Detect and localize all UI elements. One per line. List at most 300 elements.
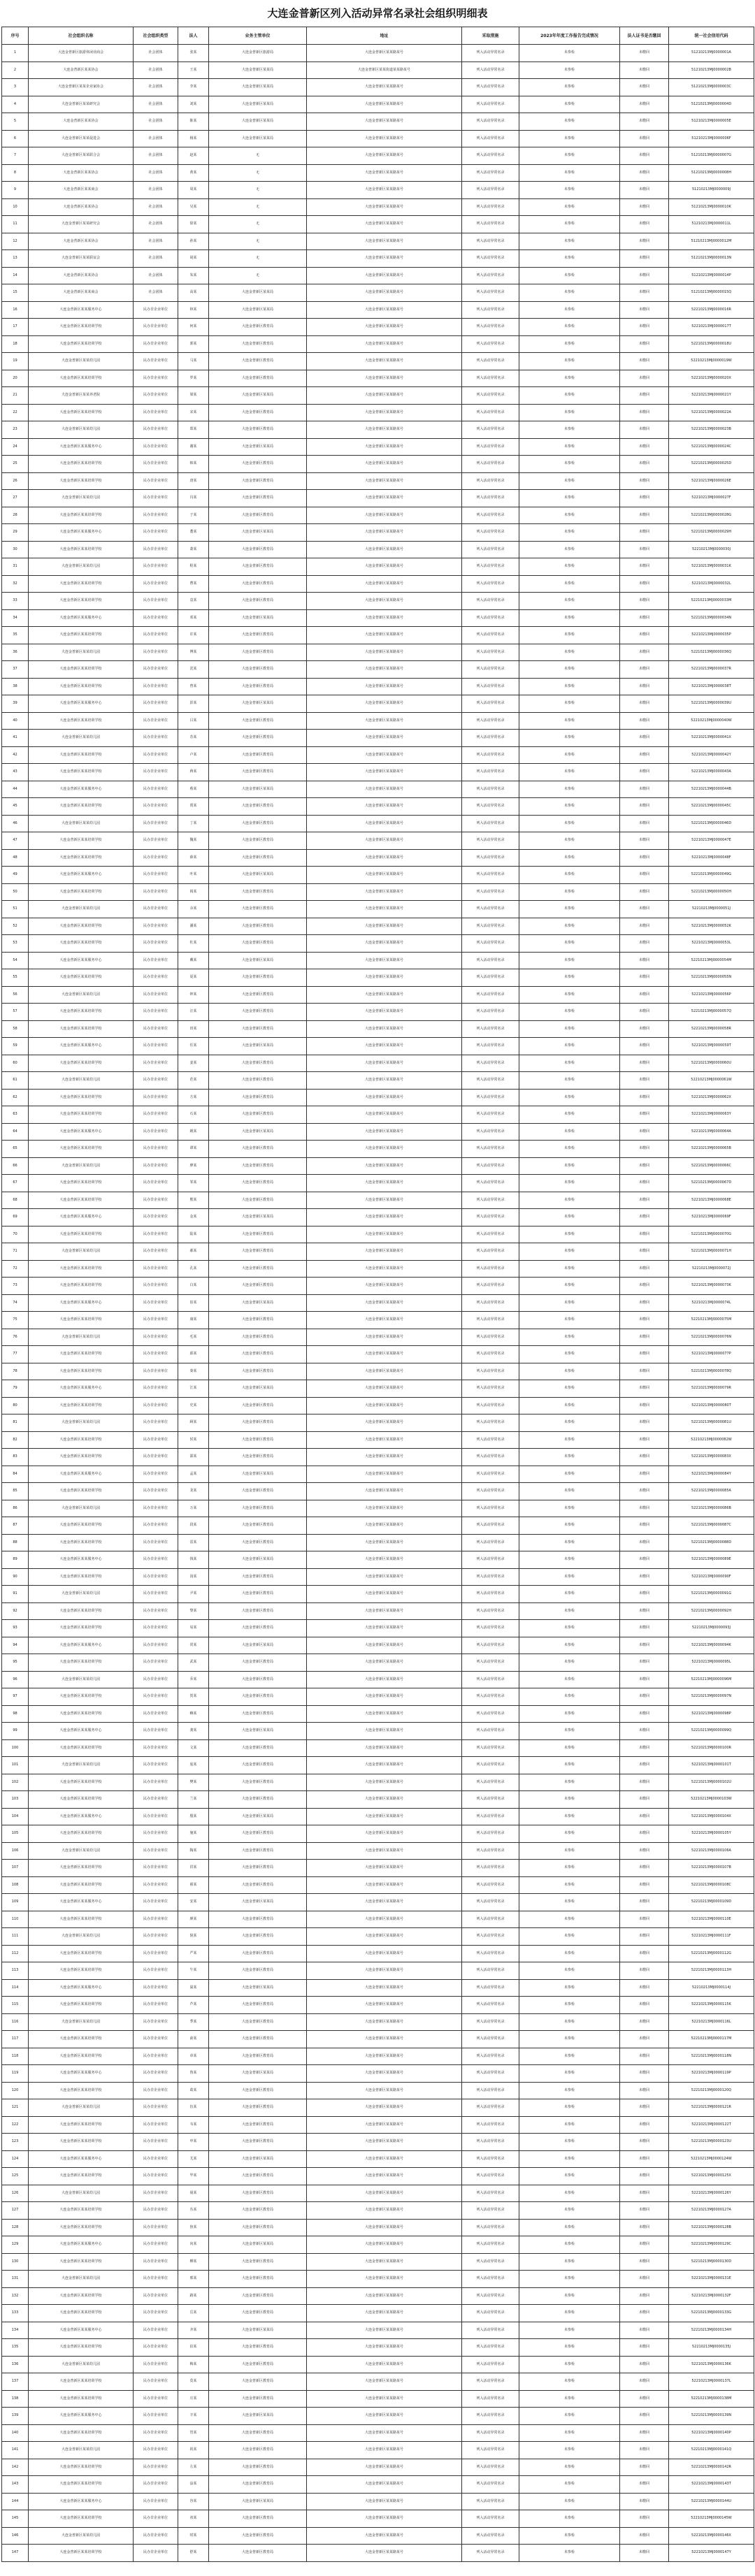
cell-report: 未参检 [519, 558, 620, 576]
cell-dept: 大连金普新区教育局 [209, 901, 307, 918]
cell-person: 张某 [178, 45, 209, 62]
table-row [2, 2390, 754, 2408]
cell-code: 52210213MJ0000147Y [669, 2545, 754, 2562]
cell-report: 未参检 [519, 2271, 620, 2288]
cell-address: 大连金普新区某某路某号 [307, 182, 462, 199]
cell-type: 民办非企业单位 [134, 1825, 178, 1843]
cell-code: 52210213MJ0000131E [669, 2271, 754, 2288]
cell-measure: 列入活动异常名录 [462, 1739, 519, 1757]
cell-type: 民办非企业单位 [134, 1723, 178, 1740]
cell-cert: 未缴回 [620, 2493, 669, 2510]
cell-dept: 大连金普新区教育局 [209, 1602, 307, 1620]
table-row [2, 1363, 754, 1380]
table-row [2, 644, 754, 661]
table-row [2, 1842, 754, 1860]
cell-measure: 列入活动异常名录 [462, 421, 519, 439]
cell-address: 大连金普新区某某路某号 [307, 2134, 462, 2151]
cell-code: 52210213MJ0000128B [669, 2219, 754, 2236]
cell-report: 未参检 [519, 2493, 620, 2510]
cell-address: 大连金普新区某某路某号 [307, 1449, 462, 1466]
cell-type: 民办非企业单位 [134, 2219, 178, 2236]
cell-dept: 无 [209, 267, 307, 284]
cell-address: 大连金普新区某某路某号 [307, 2322, 462, 2339]
cell-code: 52210213MJ0000082W [669, 1431, 754, 1449]
cell-name: 大连金普新区某某培训学校 [29, 575, 134, 593]
cell-no: 115 [2, 1997, 29, 2014]
table-row [2, 1414, 754, 1432]
cell-address: 大连金普新区某某路某号 [307, 1380, 462, 1398]
cell-name: 大连金普新区某某促进会 [29, 130, 134, 147]
cell-person: 柳某 [178, 2253, 209, 2271]
cell-cert: 未缴回 [620, 1842, 669, 1860]
cell-cert: 未缴回 [620, 2168, 669, 2185]
cell-name: 大连金普新区某某服务中心 [29, 438, 134, 456]
cell-dept: 大连金普新区教育局 [209, 2134, 307, 2151]
cell-name: 大连金普新区某某培训学校 [29, 2339, 134, 2357]
cell-address: 大连金普新区某某路某号 [307, 284, 462, 302]
cell-code: 52210213MJ0000113H [669, 1962, 754, 1980]
cell-dept: 大连金普新区教育局 [209, 2048, 307, 2065]
cell-cert: 未缴回 [620, 1209, 669, 1227]
cell-measure: 列入活动异常名录 [462, 113, 519, 131]
cell-dept: 大连金普新区某某局 [209, 2322, 307, 2339]
cell-no: 132 [2, 2287, 29, 2305]
cell-person: 潘某 [178, 918, 209, 935]
cell-code: 52210213MJ0000127A [669, 2202, 754, 2220]
cell-report: 未参检 [519, 1038, 620, 1055]
cell-report: 未参检 [519, 781, 620, 798]
cell-person: 罗某 [178, 370, 209, 387]
cell-type: 民办非企业单位 [134, 1979, 178, 1997]
cell-address: 大连金普新区某某路某号 [307, 1517, 462, 1535]
cell-cert: 未缴回 [620, 1346, 669, 1363]
table-row [2, 1825, 754, 1843]
cell-type: 民办非企业单位 [134, 541, 178, 558]
cell-dept: 大连金普新区教育局 [209, 2202, 307, 2220]
cell-cert: 未缴回 [620, 575, 669, 593]
cell-measure: 列入活动异常名录 [462, 79, 519, 96]
cell-measure: 列入活动异常名录 [462, 1243, 519, 1261]
cell-person: 伍某 [178, 2099, 209, 2117]
cell-type: 民办非企业单位 [134, 2253, 178, 2271]
table-row [2, 2510, 754, 2528]
cell-person: 钱某 [178, 1551, 209, 1569]
cell-type: 民办非企业单位 [134, 1294, 178, 1312]
cell-person: 贺某 [178, 1688, 209, 1706]
cell-measure: 列入活动异常名录 [462, 2510, 519, 2528]
cell-name: 大连金普新区某某培训学校 [29, 456, 134, 473]
cell-name: 大连金普新区某某培训学校 [29, 1449, 134, 1466]
cell-name: 大连金普新区某某服务中心 [29, 2150, 134, 2168]
cell-no: 56 [2, 986, 29, 1004]
cell-dept: 大连金普新区某某局 [209, 1466, 307, 1483]
cell-address: 大连金普新区某某路某号 [307, 319, 462, 336]
cell-person: 孟某 [178, 1466, 209, 1483]
cell-no: 97 [2, 1688, 29, 1706]
cell-no: 91 [2, 1586, 29, 1603]
cell-code: 52210213MJ0000091G [669, 1586, 754, 1603]
cell-code: 52210213MJ0000106A [669, 1842, 754, 1860]
cell-type: 民办非企业单位 [134, 1842, 178, 1860]
table-row [2, 1620, 754, 1637]
cell-code: 52210213MJ0000069F [669, 1209, 754, 1227]
cell-name: 大连金普新区某某幼儿园 [29, 901, 134, 918]
cell-address: 大连金普新区某某路某号 [307, 2065, 462, 2083]
cell-type: 民办非企业单位 [134, 695, 178, 713]
cell-measure: 列入活动异常名录 [462, 1141, 519, 1158]
cell-name: 大连金普新区某某服务中心 [29, 2236, 134, 2254]
cell-no: 136 [2, 2356, 29, 2373]
cell-code: 51210213MJ0000015Q [669, 284, 754, 302]
cell-cert: 未缴回 [620, 1226, 669, 1243]
cell-person: 郭某 [178, 335, 209, 353]
cell-dept: 大连金普新区教育局 [209, 1431, 307, 1449]
cell-measure: 列入活动异常名录 [462, 1654, 519, 1672]
cell-person: 吴某 [178, 198, 209, 216]
cell-report: 未参检 [519, 2356, 620, 2373]
table-row [2, 387, 754, 405]
cell-address: 大连金普新区某某路某号 [307, 370, 462, 387]
cell-address: 大连金普新区某某路某号 [307, 730, 462, 747]
cell-type: 民办非企业单位 [134, 353, 178, 370]
cell-code: 51210213MJ0000008H [669, 164, 754, 182]
cell-type: 民办非企业单位 [134, 575, 178, 593]
cell-code: 52210213MJ0000051J [669, 901, 754, 918]
cell-type: 民办非企业单位 [134, 1911, 178, 1928]
cell-cert: 未缴回 [620, 456, 669, 473]
cell-cert: 未缴回 [620, 2459, 669, 2476]
cell-measure: 列入活动异常名录 [462, 1860, 519, 1877]
cell-name: 大连金普新区某某培训学校 [29, 541, 134, 558]
cell-report: 未参检 [519, 1876, 620, 1894]
cell-report: 未参检 [519, 2134, 620, 2151]
cell-dept: 大连金普新区某某局 [209, 130, 307, 147]
cell-person: 沿某 [178, 2339, 209, 2357]
cell-no: 114 [2, 1979, 29, 1997]
cell-address: 大连金普新区某某路某号 [307, 969, 462, 987]
cell-measure: 列入活动异常名录 [462, 867, 519, 884]
table-row [2, 2373, 754, 2391]
cell-dept: 大连金普新区教育局 [209, 1449, 307, 1466]
cell-code: 52210213MJ0000097N [669, 1688, 754, 1706]
cell-person: 梅某 [178, 2356, 209, 2373]
cell-cert: 未缴回 [620, 1620, 669, 1637]
cell-name: 大连金普新区某某培训学校 [29, 319, 134, 336]
cell-report: 未参检 [519, 164, 620, 182]
table-row [2, 2099, 754, 2117]
table-row [2, 2339, 754, 2357]
cell-cert: 未缴回 [620, 1294, 669, 1312]
cell-report: 未参检 [519, 764, 620, 781]
table-row [2, 849, 754, 867]
cell-name: 大连金普新区某某协会 [29, 267, 134, 284]
cell-dept: 大连金普新区教育局 [209, 353, 307, 370]
cell-report: 未参检 [519, 370, 620, 387]
header-no: 序号 [2, 27, 29, 45]
cell-code: 52210213MJ0000102U [669, 1774, 754, 1791]
cell-dept: 大连金普新区教育局 [209, 2442, 307, 2459]
cell-cert: 未缴回 [620, 2082, 669, 2099]
cell-address: 大连金普新区某某路某号 [307, 1346, 462, 1363]
cell-report: 未参检 [519, 918, 620, 935]
cell-measure: 列入活动异常名录 [462, 1945, 519, 1962]
cell-address: 大连金普新区某某路某号 [307, 1175, 462, 1192]
cell-type: 社会团体 [134, 233, 178, 250]
cell-type: 社会团体 [134, 198, 178, 216]
cell-type: 民办非企业单位 [134, 319, 178, 336]
cell-code: 52210213MJ0000075M [669, 1312, 754, 1329]
cell-no: 102 [2, 1774, 29, 1791]
cell-name: 大连金普新区某某培训学校 [29, 507, 134, 524]
table-row [2, 113, 754, 131]
cell-type: 民办非企业单位 [134, 1945, 178, 1962]
cell-no: 31 [2, 558, 29, 576]
cell-code: 52210213MJ0000057Q [669, 1004, 754, 1021]
cell-code: 52210213MJ0000034N [669, 609, 754, 627]
cell-person: 邢某 [178, 2271, 209, 2288]
cell-no: 105 [2, 1825, 29, 1843]
cell-report: 未参检 [519, 1346, 620, 1363]
table-header-row [2, 27, 754, 45]
cell-type: 民办非企业单位 [134, 1363, 178, 1380]
cell-cert: 未缴回 [620, 2065, 669, 2083]
cell-dept: 无 [209, 198, 307, 216]
cell-name: 大连金普新区某某培训学校 [29, 335, 134, 353]
cell-cert: 未缴回 [620, 2013, 669, 2031]
cell-name: 大连金普新区某某养老院 [29, 387, 134, 405]
cell-no: 49 [2, 867, 29, 884]
cell-measure: 列入活动异常名录 [462, 1055, 519, 1072]
cell-person: 朱某 [178, 267, 209, 284]
cell-address: 大连金普新区某某路某号 [307, 1020, 462, 1038]
cell-type: 民办非企业单位 [134, 2048, 178, 2065]
cell-address: 大连金普新区某某路某号 [307, 2168, 462, 2185]
table-row [2, 1894, 754, 1911]
cell-name: 大连金普新区某某服务中心 [29, 1380, 134, 1398]
cell-cert: 未缴回 [620, 867, 669, 884]
cell-name: 大连金普新区某某培训学校 [29, 1175, 134, 1192]
cell-cert: 未缴回 [620, 1671, 669, 1688]
cell-no: 96 [2, 1671, 29, 1688]
cell-person: 萧某 [178, 541, 209, 558]
cell-no: 139 [2, 2408, 29, 2425]
cell-address: 大连金普新区某某路某号 [307, 1723, 462, 1740]
cell-name: 大连金普新区某某培训学校 [29, 1517, 134, 1535]
cell-dept: 大连金普新区某某局 [209, 61, 307, 79]
cell-measure: 列入活动异常名录 [462, 1568, 519, 1586]
cell-dept: 大连金普新区教育局 [209, 2305, 307, 2322]
cell-cert: 未缴回 [620, 1517, 669, 1535]
cell-type: 民办非企业单位 [134, 1089, 178, 1106]
table-row [2, 1483, 754, 1500]
cell-cert: 未缴回 [620, 1106, 669, 1124]
cell-person: 莫某 [178, 2373, 209, 2391]
cell-address: 大连金普新区某某路某号 [307, 1620, 462, 1637]
cell-report: 未参检 [519, 849, 620, 867]
cell-no: 145 [2, 2510, 29, 2528]
cell-dept: 大连金普新区教育局 [209, 1260, 307, 1278]
cell-cert: 未缴回 [620, 1414, 669, 1432]
cell-measure: 列入活动异常名录 [462, 1380, 519, 1398]
table-row [2, 1346, 754, 1363]
cell-measure: 列入活动异常名录 [462, 1004, 519, 1021]
cell-type: 民办非企业单位 [134, 1808, 178, 1825]
cell-name: 大连金普新区某某协会 [29, 164, 134, 182]
cell-address: 大连金普新区某某路某号 [307, 781, 462, 798]
cell-type: 民办非企业单位 [134, 2373, 178, 2391]
cell-person: 毛某 [178, 1329, 209, 1346]
cell-code: 52210213MJ0000044B [669, 781, 754, 798]
cell-no: 83 [2, 1449, 29, 1466]
cell-address: 大连金普新区某某路某号 [307, 2356, 462, 2373]
cell-report: 未参检 [519, 1243, 620, 1261]
cell-type: 民办非企业单位 [134, 558, 178, 576]
cell-address: 大连金普新区某某路某号 [307, 1688, 462, 1706]
cell-address: 大连金普新区某某路某号 [307, 421, 462, 439]
table-row [2, 421, 754, 439]
cell-cert: 未缴回 [620, 2134, 669, 2151]
cell-dept: 大连金普新区某某局 [209, 609, 307, 627]
cell-type: 民办非企业单位 [134, 2202, 178, 2220]
cell-cert: 未缴回 [620, 267, 669, 284]
cell-measure: 列入活动异常名录 [462, 1602, 519, 1620]
cell-type: 社会团体 [134, 284, 178, 302]
cell-cert: 未缴回 [620, 130, 669, 147]
cell-name: 大连金普新区某某培训学校 [29, 1602, 134, 1620]
cell-dept: 无 [209, 147, 307, 165]
cell-person: 戴某 [178, 952, 209, 969]
cell-name: 大连金普新区某某培训学校 [29, 1226, 134, 1243]
cell-type: 民办非企业单位 [134, 867, 178, 884]
cell-no: 86 [2, 1500, 29, 1517]
cell-dept: 大连金普新区教育局 [209, 2116, 307, 2134]
cell-report: 未参检 [519, 1449, 620, 1466]
cell-measure: 列入活动异常名录 [462, 1175, 519, 1192]
cell-dept: 大连金普新区教育局 [209, 764, 307, 781]
cell-name: 大连金普新区某某企业家协会 [29, 79, 134, 96]
cell-person: 熊某 [178, 1192, 209, 1209]
cell-measure: 列入活动异常名录 [462, 216, 519, 233]
cell-no: 123 [2, 2134, 29, 2151]
cell-address: 大连金普新区某某路某号 [307, 1397, 462, 1414]
cell-cert: 未缴回 [620, 2185, 669, 2202]
cell-report: 未参检 [519, 1500, 620, 1517]
cell-name: 大连金普新区某某幼儿园 [29, 1329, 134, 1346]
cell-cert: 未缴回 [620, 1808, 669, 1825]
cell-dept: 无 [209, 216, 307, 233]
cell-measure: 列入活动异常名录 [462, 1072, 519, 1090]
cell-measure: 列入活动异常名录 [462, 609, 519, 627]
cell-name: 大连金普新区某某幼儿园 [29, 2356, 134, 2373]
cell-code: 52210213MJ0000118N [669, 2048, 754, 2065]
cell-person: 邵某 [178, 1449, 209, 1466]
cell-cert: 未缴回 [620, 45, 669, 62]
cell-cert: 未缴回 [620, 387, 669, 405]
cell-dept: 大连金普新区教育局 [209, 1688, 307, 1706]
cell-code: 52210213MJ0000041X [669, 730, 754, 747]
cell-cert: 未缴回 [620, 849, 669, 867]
cell-person: 胡某 [178, 250, 209, 268]
cell-cert: 未缴回 [620, 1876, 669, 1894]
cell-dept: 大连金普新区教育局 [209, 593, 307, 610]
cell-type: 民办非企业单位 [134, 1705, 178, 1723]
cell-report: 未参检 [519, 2390, 620, 2408]
cell-address: 大连金普新区某某路某号 [307, 301, 462, 319]
cell-measure: 列入活动异常名录 [462, 2545, 519, 2562]
cell-type: 民办非企业单位 [134, 370, 178, 387]
cell-name: 大连金普新区某某培训学校 [29, 2219, 134, 2236]
cell-address: 大连金普新区某某路某号 [307, 2202, 462, 2220]
cell-person: 陆某 [178, 1226, 209, 1243]
cell-cert: 未缴回 [620, 798, 669, 816]
cell-code: 51210213MJ0000002B [669, 61, 754, 79]
table-row [2, 1141, 754, 1158]
cell-type: 民办非企业单位 [134, 1500, 178, 1517]
cell-name: 大连金普新区某某服务中心 [29, 695, 134, 713]
cell-measure: 列入活动异常名录 [462, 1123, 519, 1141]
cell-name: 大连金普新区某某幼儿园 [29, 644, 134, 661]
cell-no: 7 [2, 147, 29, 165]
cell-code: 52210213MJ0000020X [669, 370, 754, 387]
cell-name: 大连金普新区某某培训学校 [29, 1192, 134, 1209]
cell-person: 时某 [178, 2527, 209, 2545]
cell-no: 47 [2, 832, 29, 850]
cell-code: 52210213MJ0000110E [669, 1911, 754, 1928]
cell-type: 民办非企业单位 [134, 1876, 178, 1894]
cell-address: 大连金普新区某某路某号 [307, 1055, 462, 1072]
cell-cert: 未缴回 [620, 2527, 669, 2545]
cell-cert: 未缴回 [620, 661, 669, 679]
cell-dept: 大连金普新区教育局 [209, 472, 307, 490]
cell-address: 大连金普新区某某路某号 [307, 1928, 462, 1946]
cell-person: 谢某 [178, 438, 209, 456]
cell-person: 黄某 [178, 164, 209, 182]
cell-measure: 列入活动异常名录 [462, 1106, 519, 1124]
cell-name: 大连金普新区某某幼儿园 [29, 2442, 134, 2459]
cell-cert: 未缴回 [620, 1466, 669, 1483]
cell-code: 52210213MJ0000146X [669, 2527, 754, 2545]
cell-name: 大连金普新区某某服务中心 [29, 609, 134, 627]
cell-name: 大连金普新区某某培训学校 [29, 661, 134, 679]
cell-measure: 列入活动异常名录 [462, 1637, 519, 1654]
cell-person: 史某 [178, 1397, 209, 1414]
cell-no: 4 [2, 96, 29, 113]
cell-address: 大连金普新区某某路某号 [307, 1808, 462, 1825]
cell-dept: 大连金普新区教育局 [209, 1414, 307, 1432]
cell-code: 52210213MJ0000081U [669, 1414, 754, 1432]
cell-address: 大连金普新区某某路某号 [307, 1534, 462, 1551]
cell-type: 民办非企业单位 [134, 746, 178, 764]
cell-dept: 大连金普新区教育局 [209, 507, 307, 524]
cell-cert: 未缴回 [620, 918, 669, 935]
cell-report: 未参检 [519, 1602, 620, 1620]
table-row [2, 1876, 754, 1894]
table-row [2, 746, 754, 764]
table-row [2, 883, 754, 901]
cell-no: 17 [2, 319, 29, 336]
cell-dept: 大连金普新区教育局 [209, 1774, 307, 1791]
cell-person: 申某 [178, 2134, 209, 2151]
cell-cert: 未缴回 [620, 1141, 669, 1158]
cell-type: 民办非企业单位 [134, 2082, 178, 2099]
cell-report: 未参检 [519, 524, 620, 542]
cell-measure: 列入活动异常名录 [462, 2236, 519, 2254]
cell-person: 苏某 [178, 730, 209, 747]
cell-no: 23 [2, 421, 29, 439]
cell-address: 大连金普新区某某路某号 [307, 404, 462, 421]
table-row [2, 627, 754, 644]
table-row [2, 1431, 754, 1449]
